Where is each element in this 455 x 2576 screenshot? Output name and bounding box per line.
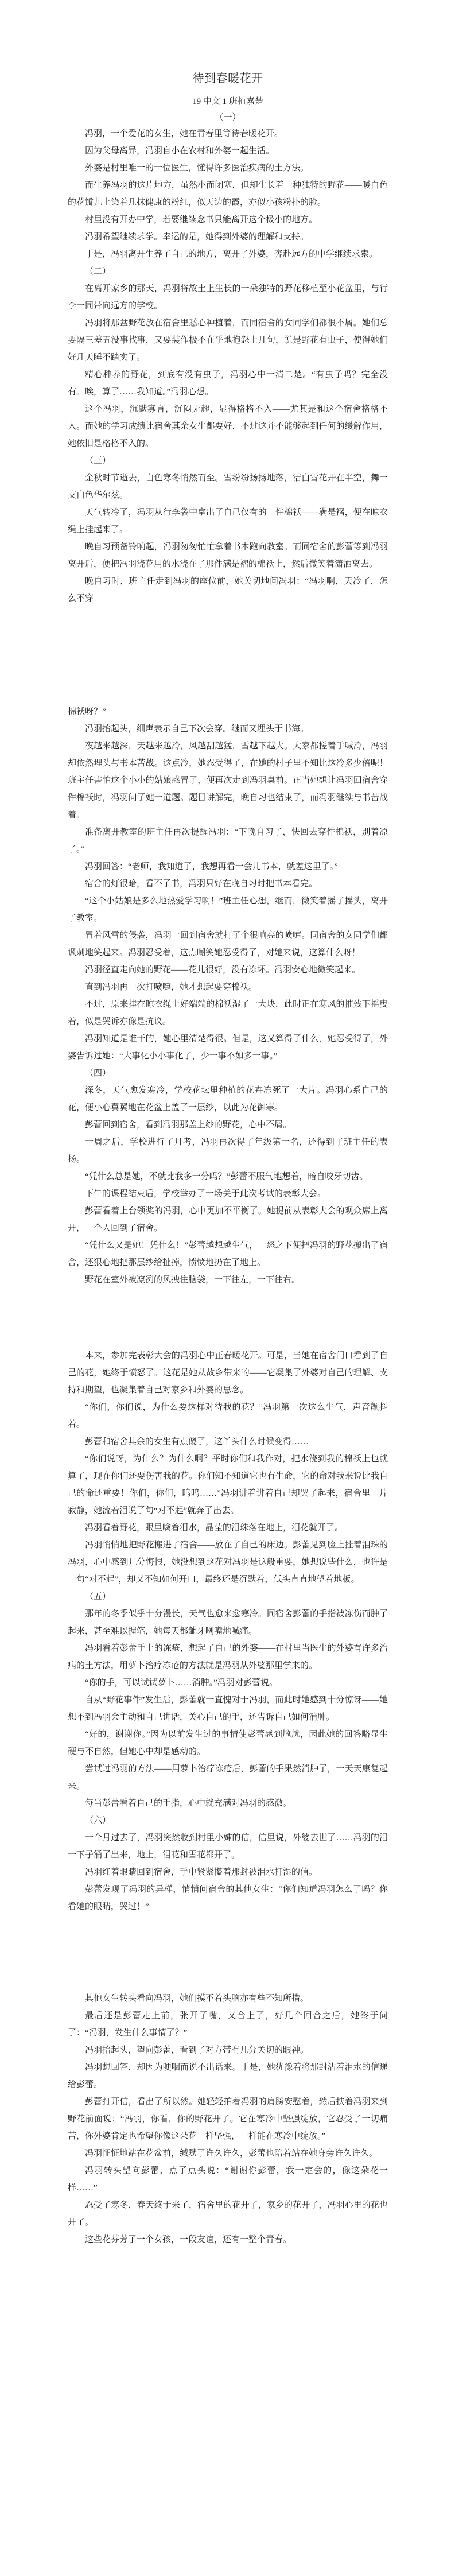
page-1-paragraphs (68, 125, 388, 607)
paragraph: 而生养冯羽的这片地方，虽然小而闭塞，但却生长着一种独特的野花——暖白色的花瓣儿上染着几抹健康的粉红，似天边的霞，亦似小孩粉扑的脸。 (68, 181, 388, 207)
page-2-paragraphs (68, 703, 388, 1289)
paragraph: 不过，原来挂在晾衣绳上好端端的棉袄湿了一大块，此时正在寒风的摧残下摇曳着，似是哭诉亦像是抗议。 (68, 1000, 388, 1026)
paragraph: （三） (85, 456, 111, 465)
paragraph: 外婆是村里唯一的一位医生，懂得许多医治疾病的土方法。 (85, 164, 309, 173)
paragraph: （六） (85, 1816, 111, 1825)
paragraph: 其他女生转头看向冯羽，她们摸不着头脑亦有些不知所措。 (85, 1994, 309, 2003)
paragraph: 这些花芬芳了一个女孩，一段友谊，还有一整个青春。 (85, 2235, 292, 2244)
paragraph: “你们说呀，为什么？为什么啊？平时你们和我作对，把水浇到我的棉袄上也就算了，现在你们还要伤害我的花。你们知不知道它也有生命，它的命对我来说比我自己的命还重要！你们，你们，呜呜……”冯羽讲着讲着自己却哭了起来，宿舍里一片寂静，她流着泪说了句“对不起”就奔了出去。 (68, 1454, 388, 1515)
document-title: 待到春暖花开 (192, 72, 263, 85)
paragraph: 冯羽回答：“老师，我知道了，我想再看一会儿书本，就差这里了。” (85, 862, 338, 871)
paragraph: “好的，谢谢你。”因为以前发生过的事情使彭蕾感到尴尬，因此她的回答略显生硬与不自然，但她心中却是感动的。 (68, 1730, 388, 1756)
paragraph: 彭蕾看着上台领奖的冯羽，心中更加不平衡了。她提前从表彰大会的观众席上离开，一个人回到了宿舍。 (68, 1206, 388, 1233)
paragraph: 冯羽希望继续求学。幸运的是，她得到外婆的理解和支持。 (85, 232, 309, 242)
section-heading-one: （一） (215, 113, 241, 122)
paragraph: 冯羽知道是谁干的，她心里清楚得很。但是，这又算得了什么，她忍受得了，外婆告诉过她：“大事化小小事化了，少一事不如多一事。” (68, 1034, 388, 1061)
page-3-paragraphs (68, 1347, 388, 1915)
paragraph: 一个月过去了，冯羽突然收到村里小婶的信，信里说，外婆去世了……冯羽的泪一下子涌了出来，地上，泪花和雪花都开了。 (68, 1833, 388, 1860)
paragraph: 最后还是彭蕾走上前，张开了嘴，又合上了，好几个回合之后，她终于问了：“冯羽，发生什么事情了？” (68, 2011, 388, 2038)
paragraph: 冯羽看着彭蕾手上的冻疮，想起了自己的外婆——在村里当医生的外婆有许多治病的土方法，用萝卜治疗冻疮的方法就是冯羽从外婆那里学来的。 (68, 1644, 388, 1670)
paragraph: 冯羽悄悄地把野花搬进了宿舍——放在了自己的床边。彭蕾见到脸上挂着泪珠的冯羽，心中感到几分悔恨，她没想到这花对冯羽是这般重要，她想说些什么，也许是一句“对不起”，却又不知如何开口，最终还是沉默着，低头直直地望着地板。 (68, 1541, 388, 1584)
paragraph: 下午的课程结束后，学校举办了一场关于此次考试的表彰大会。 (85, 1189, 326, 1198)
paragraph: 那年的冬季似乎十分漫长，天气也愈来愈寒冷。同宿舍彭蕾的手指被冻伤而肿了起来，甚至难以握笔，她每天都龇牙咧嘴地喊痛。 (68, 1609, 388, 1636)
paragraph: 准备离开教室的班主任再次提醒冯羽：“下晚自习了，快回去穿件棉袄，别着凉了。” (68, 828, 388, 854)
paragraph: 野花在室外被凛冽的风拽住脑袋，一下往左，一下往右。 (85, 1275, 301, 1285)
paragraph: 彭蕾发现了冯羽的异样，悄悄问宿舍的其他女生：“你们知道冯羽怎么了吗？你看她的眼睛，哭过！” (68, 1885, 388, 1911)
paragraph: “凭什么总是她，不就比我多一分吗？”彭蕾不服气地想着，暗自咬牙切齿。 (85, 1172, 368, 1181)
paragraph: （五） (85, 1592, 111, 1601)
paragraph: 彭蕾打开信，看出了所以然。她轻轻拍着冯羽的肩膀安慰着，然后扶着冯羽来到野花前面说：“冯羽，你看，你的野花开了。它在寒冷中坚强绽放，它忍受了一切痛苦，你外婆肯定也希望你像这朵花一样坚强，一样能在寒冷中绽放。” (68, 2097, 388, 2141)
paragraph: 晚自习预备铃响起，冯羽匆匆忙忙拿着书本跑向教室。而同宿舍的彭蕾等到冯羽离开后，便把冯羽浇花用的水浇在了那件满是褶的棉袄上，然后微笑着潇洒离去。 (68, 542, 388, 569)
paragraph: 因为父母离异，冯羽自小在农村和外婆一起生活。 (85, 146, 275, 156)
paragraph: 冯羽怔怔地站在花盆前，缄默了许久许久，彭蕾也陪着站在她身旁许久许久。 (85, 2149, 378, 2158)
paragraph: 宿舍的灯很暗，看不了书，冯羽只好在晚自习时把书本看完。 (85, 879, 318, 889)
page-4-paragraphs (68, 1990, 388, 2248)
paragraph: 深冬，天气愈发寒冷，学校花坛里种植的花卉冻死了一大片。冯羽心系自己的花，便小心翼翼地在花盆上盖了一层纱，以此为花御寒。 (68, 1086, 388, 1112)
paragraph: 这个冯羽，沉默寡言，沉闷无趣，显得格格不入——尤其是和这个宿舍格格不入。而她的学习成绩比宿舍其余女生都要好，不过这并不能够起到任何的缓解作用，她依旧是格格不入的。 (68, 405, 388, 448)
paragraph: 彭蕾回到宿舍，看到冯羽那盖上纱的野花，心中不屑。 (85, 1120, 292, 1130)
paragraph: 彭蕾和宿舍其余的女生有点傻了，这丫头什么时候变得…… (85, 1437, 309, 1446)
paragraph: 尝试过冯羽的方法——用萝卜治疗冻疮后，彭蕾的手果然消肿了，一天天康复起来。 (68, 1764, 388, 1791)
paragraph: 本来，参加完表彰大会的冯羽心中正春暖花开。可是，当她在宿舍门口看到了自己的花，她终于愤怒了。这花是她从故乡带来的——它凝集了外婆对自己的理解、支持和期望，也凝集着自己对家乡和外婆的思念。 (68, 1351, 388, 1395)
document-byline: 19 中文 1 班植嘉楚 (192, 97, 263, 106)
paragraph: 在离开家乡的那天，冯羽将故土上生长的一朵独特的野花移植至小花盆里，与行李一同带向远方的学校。 (68, 284, 388, 311)
paragraph: “你们，你们说，为什么要这样对待我的花？”冯羽第一次这么生气，声音颤抖着。 (68, 1403, 388, 1429)
paragraph: 冯羽看着野花，眼里噙着泪水，晶莹的泪珠落在地上，泪花就开了。 (85, 1523, 344, 1533)
paragraph: 每当彭蕾看着自己的手指，心中就充满对冯羽的感激。 (85, 1799, 292, 1808)
paragraph: 冯羽红着眼睛回到宿舍，手中紧紧攥着那封被泪水打湿的信。 (85, 1868, 318, 1877)
paragraph: 于是，冯羽离开生养了自己的地方，离开了外婆，奔赴远方的中学继续求索。 (85, 250, 378, 259)
paragraph: 晚自习时，班主任走到冯羽的座位前，她关切地问冯羽：“冯羽啊，天冷了，怎么不穿 (68, 577, 388, 603)
paragraph: 棉袄呀？” (68, 707, 106, 716)
document-page-3 (0, 1288, 455, 1932)
paragraph: 冯羽想回答，却因为哽咽而说不出话来。于是，她犹豫着将那封沾着泪水的信递给彭蕾。 (68, 2063, 388, 2089)
paragraph: 金秋时节逝去，白色寒冬悄然而至。雪纷纷扬扬地落，洁白雪花开在半空，舞一支白色华尔兹。 (68, 474, 388, 500)
paragraph: 冒着风雪的侵袭，冯羽一回到宿舍就打了个很响亮的喷嚏。同宿舍的女同学们都讽刺地笑起来。冯羽忍受着，这点嘲笑她忍受得了，对她来说，这算什么呀！ (68, 931, 388, 957)
document-page-4 (0, 1932, 455, 2576)
paragraph: 冯羽径直走向她的野花——花儿很好，没有冻坏。冯羽安心地微笑起来。 (85, 965, 361, 975)
paragraph: 村里没有开办中学，若要继续念书只能离开这个极小的地方。 (85, 215, 318, 224)
paragraph: 冯羽转头望向彭蕾，点了点头说：“谢谢你彭蕾，我一定会的，像这朵花一样……” (68, 2166, 388, 2193)
paragraph: “你的手，可以试试萝卜……消肿。”冯羽对彭蕾说。 (85, 1678, 278, 1687)
paragraph: “凭什么又是她！凭什么！”彭蕾越想越生气，一怒之下便把冯羽的野花搬出了宿舍，还狠心地把那层纱给扯掉，愤愤地扔在了地上。 (68, 1241, 388, 1267)
document-page-2 (0, 644, 455, 1288)
paragraph: （四） (85, 1069, 111, 1078)
paragraph: 冯羽，一个爱花的女生，她在青春里等待春暖花开。 (85, 129, 283, 138)
paragraph: 夜越来越深，天越来越冷，风越刮越猛，雪越下越大。大家都搓着手喊冷，冯羽却依然埋头与书本苦战。这点冷，她忍受得了，在她的村子里不知比这冷多少倍呢！班主任害怕这个小小的姑娘感冒了，便再次走到冯羽桌前。正当她想让冯羽回宿舍穿件棉袄时，冯羽问了她一道题。题目讲解完，晚自习也结束了，而冯羽继续与书苦战着。 (68, 742, 388, 820)
paragraph: 天气转冷了，冯羽从行李袋中拿出了自己仅有的一件棉袄——满是褶，便在晾衣绳上挂起来了。 (68, 508, 388, 534)
paragraph: 自从“野花事件”发生后，彭蕾就一直愧对于冯羽，而此时她感到十分惊讶——她想不到冯羽会主动和自己讲话，关心自己的手，还告诉自己如何消肿。 (68, 1696, 388, 1722)
paragraph: 直到冯羽再一次打喷嚏，她才想起要穿棉袄。 (85, 983, 258, 992)
paragraph: “这个小姑娘是多么地热爱学习啊！”班主任心想，继而，微笑着摇了摇头，离开了教室。 (68, 897, 388, 923)
paragraph: 一周之后，学校进行了月考，冯羽再次得了年级第一名，还得到了班主任的表扬。 (68, 1138, 388, 1164)
document-page-1 (0, 0, 455, 644)
paragraph: 忍受了寒冬，春天终于来了，宿舍里的花开了，家乡的花开了，冯羽心里的花也开了。 (68, 2201, 388, 2227)
paragraph: 冯羽将那盆野花放在宿舍里悉心种植着，而同宿舍的女同学们都很不屑。她们总要隔三差五没事找事，又要装作极不在乎地抱怨上几句，说是野花有虫子，使得她们好几天睡不踏实了。 (68, 319, 388, 362)
paragraph: 精心种养的野花，到底有没有虫子，冯羽心中一清二楚。“有虫子吗？完全没有。唉，算了……我知道。”冯羽心想。 (68, 370, 388, 397)
paragraph: （二） (85, 267, 111, 276)
paragraph: 冯羽抬起头，细声表示自己下次会穿。继而又埋头于书海。 (85, 724, 309, 734)
paragraph: 冯羽抬起头，望向彭蕾，看到了对方带有几分关切的眼神。 (85, 2046, 309, 2055)
